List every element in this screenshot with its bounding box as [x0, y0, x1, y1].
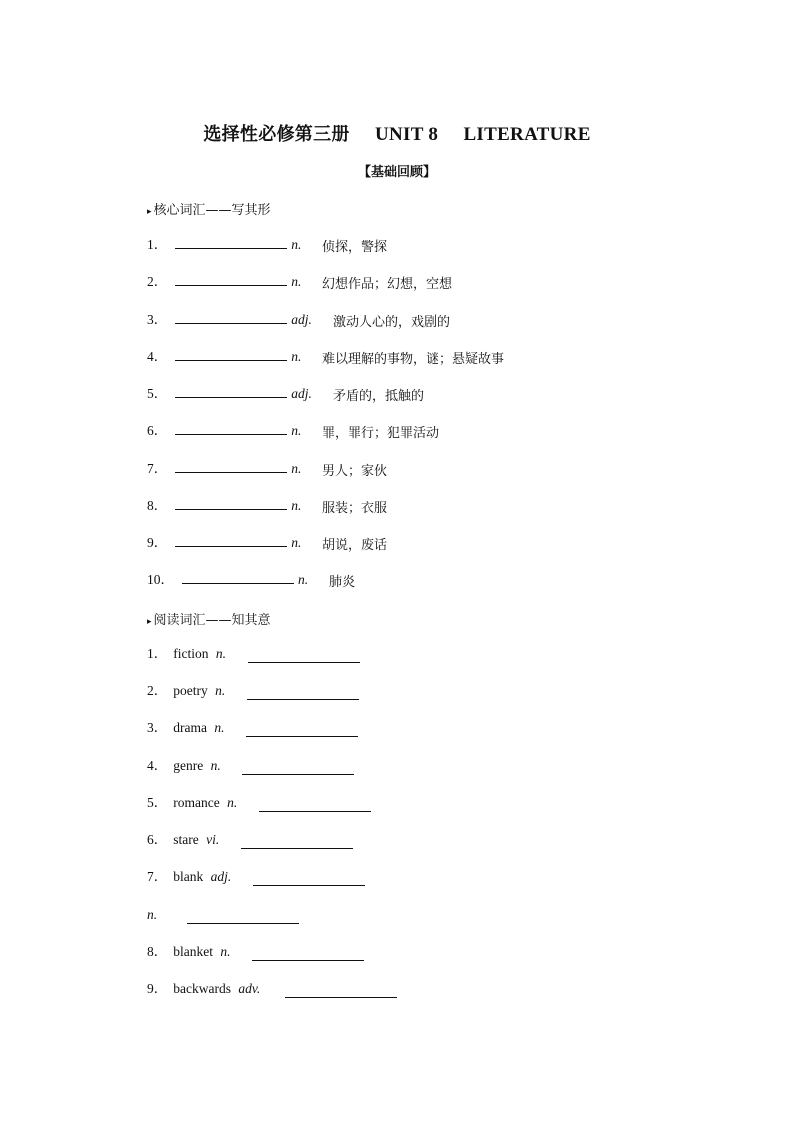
- core-vocab-item: [147, 383, 312, 403]
- answer-blank[interactable]: [242, 760, 354, 775]
- part-of-speech: n.: [291, 461, 302, 476]
- item-number: 4．: [147, 349, 168, 364]
- item-number: 1．: [147, 646, 168, 661]
- item-number: 2．: [147, 274, 168, 289]
- core-vocab-item: [147, 271, 301, 291]
- item-number: 8．: [147, 944, 168, 959]
- core-vocab-item: [147, 309, 312, 329]
- triangle-bullet-icon: ▸: [147, 617, 152, 627]
- vocab-word: genre: [173, 758, 204, 773]
- item-meaning: 服装；衣服: [322, 501, 388, 516]
- vocab-word: romance: [173, 795, 220, 810]
- item-meaning: 男人；家伙: [322, 464, 388, 479]
- part-of-speech: n.: [215, 683, 226, 698]
- answer-blank[interactable]: [175, 420, 287, 435]
- answer-blank[interactable]: [175, 234, 287, 249]
- answer-blank[interactable]: [252, 946, 364, 961]
- part-of-speech: n.: [291, 535, 302, 550]
- answer-blank[interactable]: [175, 309, 287, 324]
- part-of-speech: n.: [147, 907, 158, 922]
- section-heading-text: 核心词汇——写其形: [153, 203, 271, 218]
- item-meaning: 侦探，警探: [322, 240, 388, 255]
- reading-vocab-item: [147, 905, 157, 925]
- core-vocab-item: [147, 458, 301, 478]
- item-meaning: 肺炎: [329, 575, 356, 590]
- item-number: 6．: [147, 832, 168, 847]
- part-of-speech: n.: [291, 349, 302, 364]
- vocab-word: poetry: [173, 683, 208, 698]
- section-heading-text: 阅读词汇——知其意: [153, 613, 271, 628]
- reading-vocab-item: [147, 979, 260, 999]
- title-book: 选择性必修第三册: [203, 124, 350, 145]
- vocab-word: blank: [173, 869, 204, 884]
- answer-blank[interactable]: [247, 685, 359, 700]
- answer-blank[interactable]: [241, 834, 353, 849]
- answer-blank[interactable]: [175, 532, 287, 547]
- part-of-speech: adj.: [210, 869, 232, 884]
- vocab-word: fiction: [173, 646, 209, 661]
- answer-blank[interactable]: [175, 458, 287, 473]
- reading-vocab-item: [147, 867, 231, 887]
- item-number: 3．: [147, 720, 168, 735]
- part-of-speech: n.: [291, 274, 302, 289]
- answer-blank[interactable]: [175, 271, 287, 286]
- core-vocab-item: [147, 495, 301, 515]
- part-of-speech: n.: [291, 237, 302, 252]
- part-of-speech: n.: [291, 498, 302, 513]
- answer-blank[interactable]: [175, 495, 287, 510]
- item-number: 8．: [147, 498, 168, 513]
- section-heading-core-vocab: [147, 199, 271, 218]
- item-number: 4．: [147, 758, 168, 773]
- core-vocab-item: [147, 234, 301, 254]
- item-number: 9．: [147, 535, 168, 550]
- answer-blank[interactable]: [175, 383, 287, 398]
- part-of-speech: adj.: [291, 386, 312, 401]
- item-meaning: 胡说，废话: [322, 538, 388, 553]
- section-heading-reading-vocab: [147, 609, 271, 628]
- answer-blank[interactable]: [187, 909, 299, 924]
- part-of-speech: n.: [220, 944, 231, 959]
- answer-blank[interactable]: [259, 797, 371, 812]
- answer-blank[interactable]: [248, 648, 360, 663]
- reading-vocab-item: [147, 942, 231, 962]
- answer-blank[interactable]: [175, 346, 287, 361]
- answer-blank[interactable]: [246, 722, 358, 737]
- part-of-speech: n.: [215, 646, 226, 661]
- title-unit: UNIT 8: [374, 124, 439, 145]
- title-unit-name: LITERATURE: [463, 124, 591, 145]
- item-meaning: 矛盾的，抵触的: [333, 389, 425, 404]
- item-number: 3．: [147, 312, 168, 327]
- reading-vocab-item: [147, 681, 225, 701]
- reading-vocab-item: [147, 756, 221, 776]
- vocab-word: drama: [173, 720, 207, 735]
- core-vocab-item: [147, 569, 308, 589]
- reading-vocab-item: [147, 793, 237, 813]
- item-meaning: 幻想作品；幻想，空想: [322, 277, 453, 292]
- part-of-speech: n.: [298, 572, 309, 587]
- item-number: 1．: [147, 237, 168, 252]
- vocab-word: blanket: [173, 944, 213, 959]
- core-vocab-item: [147, 532, 301, 552]
- item-number: 6．: [147, 423, 168, 438]
- answer-blank[interactable]: [253, 871, 365, 886]
- item-number: 2．: [147, 683, 168, 698]
- core-vocab-item: [147, 346, 301, 366]
- vocab-word: backwards: [173, 981, 231, 996]
- item-meaning: 激动人心的，戏剧的: [333, 315, 451, 330]
- vocab-word: stare: [173, 832, 199, 847]
- item-number: 5．: [147, 386, 168, 401]
- answer-blank[interactable]: [285, 983, 397, 998]
- item-meaning: 罪，罪行；犯罪活动: [322, 426, 440, 441]
- item-number: 7．: [147, 461, 168, 476]
- reading-vocab-item: [147, 718, 224, 738]
- item-number: 5．: [147, 795, 168, 810]
- part-of-speech: vi.: [206, 832, 220, 847]
- reading-vocab-item: [147, 830, 219, 850]
- section-subtitle: 【基础回顾】: [357, 165, 436, 180]
- core-vocab-item: [147, 420, 301, 440]
- part-of-speech: adj.: [291, 312, 312, 327]
- part-of-speech: n.: [291, 423, 302, 438]
- part-of-speech: n.: [227, 795, 238, 810]
- item-number: 10．: [147, 572, 174, 587]
- reading-vocab-item: [147, 644, 226, 664]
- answer-blank[interactable]: [182, 569, 294, 584]
- item-number: 9．: [147, 981, 168, 996]
- item-meaning: 难以理解的事物，谜；悬疑故事: [322, 352, 505, 367]
- part-of-speech: n.: [214, 720, 225, 735]
- triangle-bullet-icon: ▸: [147, 207, 152, 217]
- part-of-speech: n.: [210, 758, 221, 773]
- part-of-speech: adv.: [238, 981, 261, 996]
- item-number: 7．: [147, 869, 168, 884]
- page-title: [0, 120, 794, 146]
